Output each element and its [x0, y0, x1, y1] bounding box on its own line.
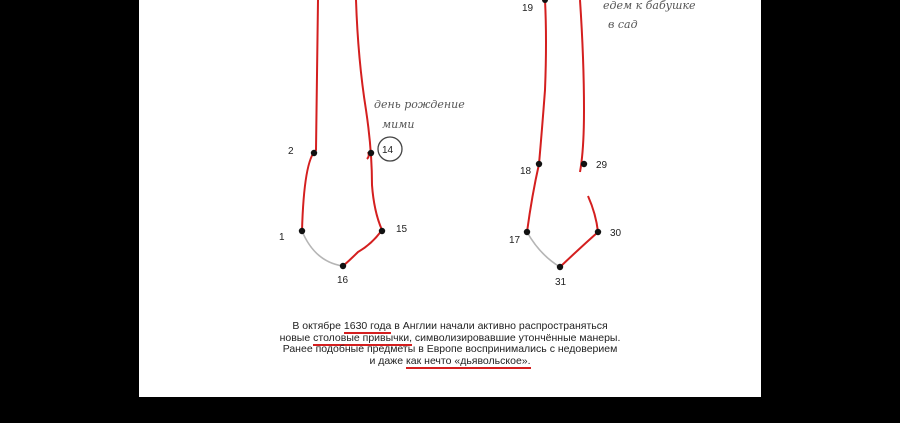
dot-31 [557, 264, 563, 270]
left-figure [279, 0, 465, 286]
dot-18 [536, 161, 542, 167]
text-segment: новые [279, 331, 314, 344]
dot-16 [340, 263, 346, 269]
dot-30 [595, 229, 601, 235]
label-1: 1 [279, 232, 285, 243]
label-15: 15 [396, 224, 408, 235]
dot-17 [524, 229, 530, 235]
text-segment: в Англии начали активно распространяться [391, 320, 608, 332]
dot-19 [542, 0, 548, 3]
right-connector-line [527, 232, 560, 267]
label-30: 30 [610, 228, 622, 239]
label-2: 2 [288, 146, 294, 157]
dot-1 [299, 228, 305, 234]
dot-14 [368, 150, 374, 156]
birthday-note-line2: мими [382, 118, 415, 131]
right-inner-line [580, 0, 584, 172]
highlight-year: 1630 года [343, 320, 392, 332]
left-inner-line [343, 0, 382, 266]
text-segment: и даже [369, 355, 406, 368]
grandma-note-line1: едем к бабушке [603, 0, 696, 12]
label-16: 16 [337, 275, 349, 286]
highlight-devilish: как нечто «дьявольское». [405, 355, 531, 368]
highlight-table-habits: столовые привычки, [313, 331, 413, 344]
label-19: 19 [522, 3, 534, 14]
label-14: 14 [382, 145, 394, 156]
dot-15 [379, 228, 385, 234]
birthday-note-line1: день рождение [374, 98, 465, 111]
grandma-note-line2: в сад [608, 18, 638, 31]
text-segment: В октябре [292, 320, 344, 332]
left-connector-line [302, 231, 343, 266]
history-paragraph [139, 321, 761, 368]
label-18: 18 [520, 166, 532, 177]
label-29: 29 [596, 160, 608, 171]
right-outer-line [527, 0, 546, 232]
left-outer-line [302, 0, 318, 231]
right-lower-line [560, 196, 598, 267]
right-figure [509, 0, 696, 288]
dot-29 [581, 161, 587, 167]
paragraph-line-3: Ранее подобные предметы в Европе воспринимались с недоверием [282, 343, 618, 356]
text-segment: символизировавшие утончённые манеры. [412, 331, 621, 344]
paragraph-line-4 [139, 356, 761, 368]
label-31: 31 [555, 277, 567, 288]
dot-2 [311, 150, 317, 156]
label-17: 17 [509, 235, 521, 246]
